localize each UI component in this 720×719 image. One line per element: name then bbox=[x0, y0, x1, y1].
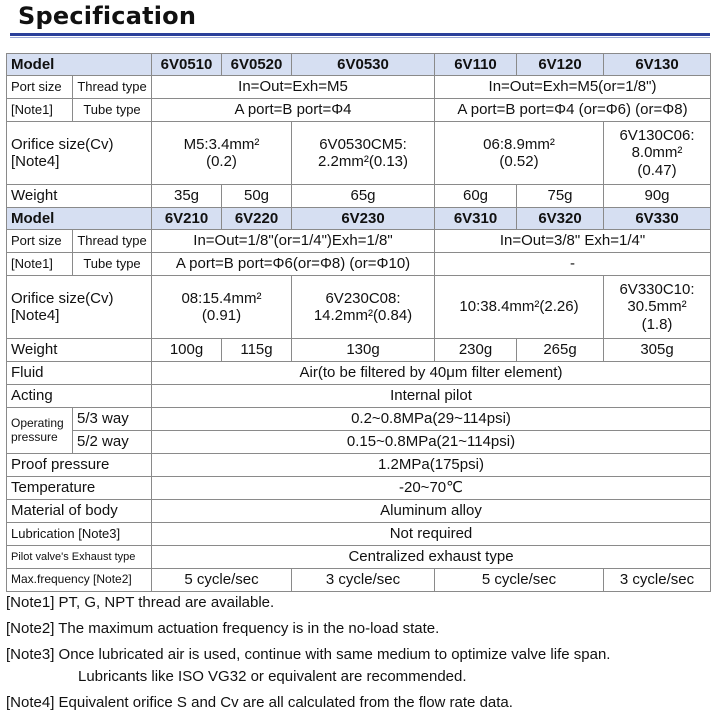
thread-value-group2-a: In=Out=1/8"(or=1/4")Exh=1/8" bbox=[152, 230, 435, 253]
acting-value: Internal pilot bbox=[152, 385, 711, 408]
weight-value: 305g bbox=[604, 339, 711, 362]
note-2: [Note2] The maximum actuation frequency is in the no-load state. bbox=[6, 620, 440, 637]
port-size-label: Port size bbox=[7, 230, 73, 253]
note-4: [Note4] Equivalent orifice S and Cv are all calculated from the flow rate data. bbox=[6, 694, 513, 711]
model-6v230: 6V230 bbox=[292, 208, 435, 230]
weight-value: 130g bbox=[292, 339, 435, 362]
fluid-row bbox=[7, 362, 711, 385]
max-frequency-value: 5 cycle/sec bbox=[152, 569, 292, 592]
orifice-value-6v130 bbox=[604, 122, 711, 185]
orifice-label-text: Orifice size(Cv) bbox=[11, 289, 114, 307]
weight-row-2 bbox=[7, 339, 711, 362]
max-frequency-value: 3 cycle/sec bbox=[292, 569, 435, 592]
orifice-line: 10:38.4mm²(2.26) bbox=[459, 298, 579, 316]
orifice-line: 8.0mm² bbox=[631, 144, 683, 162]
orifice-value-6v330 bbox=[604, 276, 711, 339]
temperature-row bbox=[7, 477, 711, 500]
operating-pressure-label bbox=[7, 408, 73, 454]
thread-value-group2-b: In=Out=3/8" Exh=1/4" bbox=[435, 230, 711, 253]
orifice-line: 6V330C10: bbox=[619, 281, 695, 299]
material-label: Material of body bbox=[7, 500, 152, 523]
orifice-value-6v0530 bbox=[292, 122, 435, 185]
max-frequency-value: 3 cycle/sec bbox=[604, 569, 711, 592]
orifice-line: 06:8.9mm² bbox=[483, 135, 555, 153]
max-frequency-value: 5 cycle/sec bbox=[435, 569, 604, 592]
model-6v310: 6V310 bbox=[435, 208, 517, 230]
orifice-line: 14.2mm²(0.84) bbox=[313, 307, 413, 324]
note-1: [Note1] PT, G, NPT thread are available. bbox=[6, 594, 275, 611]
model-6v210: 6V210 bbox=[152, 208, 222, 230]
acting-label: Acting bbox=[7, 385, 152, 408]
orifice-line: 2.2mm²(0.13) bbox=[317, 153, 409, 170]
weight-value: 265g bbox=[517, 339, 604, 362]
model-6v330: 6V330 bbox=[604, 208, 711, 230]
way-53-label: 5/3 way bbox=[73, 408, 152, 431]
model-header-row-2 bbox=[7, 208, 711, 230]
weight-label: Weight bbox=[7, 339, 152, 362]
orifice-line: 6V130C06: bbox=[619, 127, 695, 145]
model-6v320: 6V320 bbox=[517, 208, 604, 230]
max-frequency-row bbox=[7, 569, 711, 592]
fluid-label: Fluid bbox=[7, 362, 152, 385]
model-6v0510: 6V0510 bbox=[152, 54, 222, 76]
page-title: Specification bbox=[18, 2, 197, 30]
orifice-label bbox=[7, 122, 152, 185]
acting-row bbox=[7, 385, 711, 408]
model-6v130: 6V130 bbox=[604, 54, 711, 76]
weight-value: 60g bbox=[435, 185, 517, 208]
proof-pressure-label: Proof pressure bbox=[7, 454, 152, 477]
thread-row-1 bbox=[7, 76, 711, 99]
tube-value-group1-b: A port=B port=Φ4 (or=Φ6) (or=Φ8) bbox=[435, 99, 711, 122]
orifice-label-note: [Note4] bbox=[11, 307, 60, 324]
orifice-value-6v0510-0520 bbox=[152, 122, 292, 185]
thread-value-group1-a: In=Out=Exh=M5 bbox=[152, 76, 435, 99]
title-bar bbox=[10, 0, 710, 40]
exhaust-label: Pilot valve's Exhaust type bbox=[7, 546, 152, 569]
way-52-label: 5/2 way bbox=[73, 431, 152, 454]
orifice-value-6v230 bbox=[292, 276, 435, 339]
orifice-line: (0.2) bbox=[206, 153, 237, 170]
tube-row-2 bbox=[7, 253, 711, 276]
model-label: Model bbox=[7, 208, 152, 230]
lubrication-value: Not required bbox=[152, 523, 711, 546]
weight-row-1 bbox=[7, 185, 711, 208]
pressure-52-row bbox=[7, 431, 711, 454]
tube-value-group2-a: A port=B port=Φ6(or=Φ8) (or=Φ10) bbox=[152, 253, 435, 276]
temperature-label: Temperature bbox=[7, 477, 152, 500]
specification-table bbox=[6, 53, 711, 592]
port-size-label: Port size bbox=[7, 76, 73, 99]
exhaust-row bbox=[7, 546, 711, 569]
port-size-note: [Note1] bbox=[7, 253, 73, 276]
title-rule bbox=[10, 33, 710, 36]
orifice-line: 6V230C08: bbox=[325, 289, 401, 307]
port-size-note: [Note1] bbox=[7, 99, 73, 122]
thread-row-2 bbox=[7, 230, 711, 253]
orifice-label-note: [Note4] bbox=[11, 153, 60, 170]
tube-value-group2-b: - bbox=[435, 253, 711, 276]
weight-value: 65g bbox=[292, 185, 435, 208]
weight-value: 230g bbox=[435, 339, 517, 362]
orifice-row-2 bbox=[7, 276, 711, 339]
weight-value: 75g bbox=[517, 185, 604, 208]
weight-value: 35g bbox=[152, 185, 222, 208]
note-3: [Note3] Once lubricated air is used, continue with same medium to optimize valve life span. bbox=[6, 646, 611, 663]
exhaust-value: Centralized exhaust type bbox=[152, 546, 711, 569]
orifice-label-text: Orifice size(Cv) bbox=[11, 135, 114, 153]
fluid-value: Air(to be filtered by 40μm filter element) bbox=[152, 362, 711, 385]
max-frequency-label: Max.frequency [Note2] bbox=[7, 569, 152, 592]
weight-value: 115g bbox=[222, 339, 292, 362]
pressure-53-row bbox=[7, 408, 711, 431]
tube-type-label: Tube type bbox=[73, 99, 152, 122]
orifice-line: (0.91) bbox=[201, 307, 242, 324]
lubrication-row bbox=[7, 523, 711, 546]
operating-label-line: Operating bbox=[11, 415, 64, 430]
orifice-line: 08:15.4mm² bbox=[181, 289, 262, 307]
weight-value: 90g bbox=[604, 185, 711, 208]
orifice-label bbox=[7, 276, 152, 339]
note-3-continuation: Lubricants like ISO VG32 or equivalent are recommended. bbox=[78, 668, 467, 685]
thread-type-label: Thread type bbox=[73, 230, 152, 253]
model-header-row-1 bbox=[7, 54, 711, 76]
weight-value: 100g bbox=[152, 339, 222, 362]
operating-label-line: pressure bbox=[11, 429, 58, 444]
orifice-line: (1.8) bbox=[641, 315, 673, 333]
orifice-line: (0.47) bbox=[637, 161, 677, 179]
thread-type-label: Thread type bbox=[73, 76, 152, 99]
orifice-line: M5:3.4mm² bbox=[183, 135, 260, 153]
orifice-line: 30.5mm² bbox=[627, 298, 687, 316]
way-53-value: 0.2~0.8MPa(29~114psi) bbox=[152, 408, 711, 431]
model-6v0520: 6V0520 bbox=[222, 54, 292, 76]
tube-row-1 bbox=[7, 99, 711, 122]
model-6v120: 6V120 bbox=[517, 54, 604, 76]
orifice-line: (0.52) bbox=[499, 153, 539, 170]
model-6v220: 6V220 bbox=[222, 208, 292, 230]
tube-type-label: Tube type bbox=[73, 253, 152, 276]
orifice-value-6v110-120 bbox=[435, 122, 604, 185]
orifice-line: 6V0530CM5: bbox=[319, 135, 407, 153]
weight-value: 50g bbox=[222, 185, 292, 208]
title-rule-thin bbox=[10, 37, 710, 38]
proof-pressure-value: 1.2MPa(175psi) bbox=[152, 454, 711, 477]
model-6v0530: 6V0530 bbox=[292, 54, 435, 76]
thread-value-group1-b: In=Out=Exh=M5(or=1/8") bbox=[435, 76, 711, 99]
temperature-value: -20~70℃ bbox=[152, 477, 711, 500]
lubrication-label: Lubrication [Note3] bbox=[7, 523, 152, 546]
tube-value-group1-a: A port=B port=Φ4 bbox=[152, 99, 435, 122]
orifice-row-1 bbox=[7, 122, 711, 185]
way-52-value: 0.15~0.8MPa(21~114psi) bbox=[152, 431, 711, 454]
material-value: Aluminum alloy bbox=[152, 500, 711, 523]
material-row bbox=[7, 500, 711, 523]
proof-pressure-row bbox=[7, 454, 711, 477]
orifice-value-6v310-320 bbox=[435, 276, 604, 339]
orifice-value-6v210-220 bbox=[152, 276, 292, 339]
model-label: Model bbox=[7, 54, 152, 76]
weight-label: Weight bbox=[7, 185, 152, 208]
model-6v110: 6V110 bbox=[435, 54, 517, 76]
